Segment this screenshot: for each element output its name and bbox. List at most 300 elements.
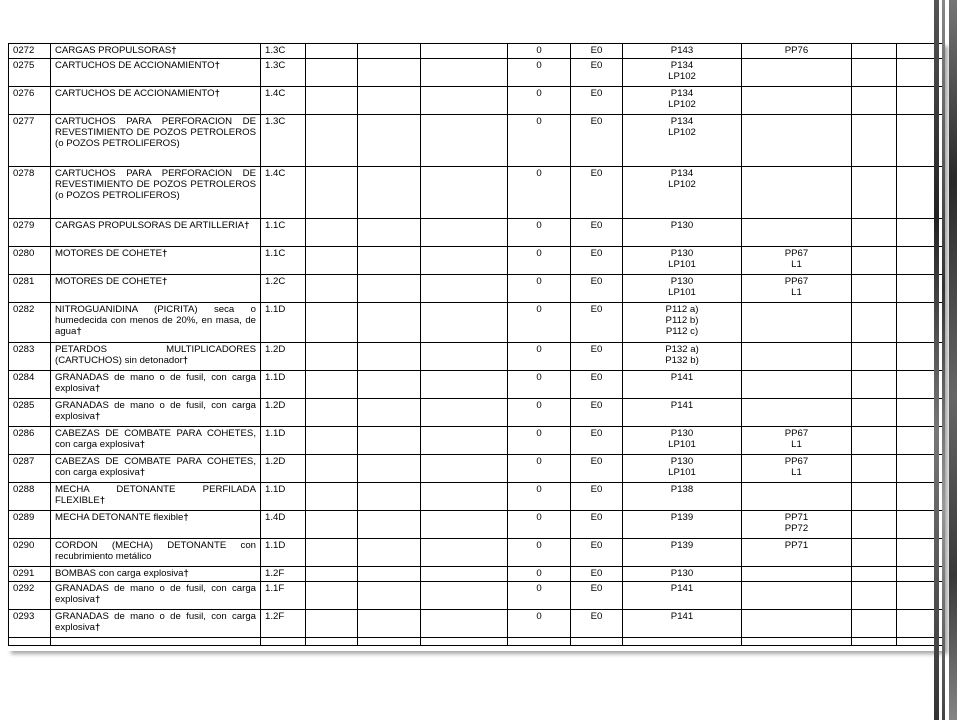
packing-instruction: P143	[670, 45, 694, 56]
un-number-cell: 0290	[9, 539, 51, 567]
dagger-mark: †	[95, 411, 101, 422]
un-number-cell: 0291	[9, 567, 51, 582]
excepted-quantity-cell: E0	[571, 247, 623, 275]
substance-name: GRANADAS de mano o de fusil, con carga explosiva	[55, 400, 256, 422]
packing-instruction: LP101	[668, 467, 696, 478]
empty-cell	[306, 567, 358, 582]
table-row	[9, 87, 946, 115]
empty-cell	[358, 275, 421, 303]
substance-name-cell	[51, 115, 261, 167]
empty-cell	[421, 87, 508, 115]
empty-cell	[742, 638, 852, 646]
empty-cell	[306, 247, 358, 275]
packing-instruction-cell	[623, 582, 742, 610]
empty-cell	[852, 115, 897, 167]
substance-name-cell	[51, 567, 261, 582]
table-body	[9, 44, 946, 646]
special-provision-cell	[742, 610, 852, 638]
excepted-quantity-cell: E0	[571, 303, 623, 343]
empty-cell	[306, 455, 358, 483]
limited-quantity-cell: 0	[508, 87, 571, 115]
empty-cell	[306, 87, 358, 115]
packing-instruction: P132 a)	[665, 344, 699, 355]
empty-cell	[358, 610, 421, 638]
empty-cell	[358, 44, 421, 59]
special-provision-cell	[742, 303, 852, 343]
dagger-mark: †	[95, 594, 101, 605]
special-provision-cell	[742, 343, 852, 371]
substance-name: MECHA DETONANTE flexible	[55, 512, 184, 523]
empty-cell	[421, 219, 508, 247]
packing-instruction-cell	[623, 115, 742, 167]
dagger-mark: †	[214, 60, 220, 71]
substance-name: CARTUCHOS PARA PERFORACION DE REVESTIMIENTO DE POZOS PETROLEROS (o POZOS PETROLIFEROS)	[55, 168, 256, 201]
empty-cell	[852, 483, 897, 511]
un-number-cell: 0281	[9, 275, 51, 303]
substance-name: CORDON (MECHA) DETONANTE con recubrimiento metálico	[55, 540, 256, 562]
class-cell: 1.2D	[261, 399, 306, 427]
limited-quantity-cell: 0	[508, 455, 571, 483]
table-row	[9, 427, 946, 455]
limited-quantity-cell: 0	[508, 343, 571, 371]
special-provision-cell	[742, 275, 852, 303]
special-provision: PP67	[784, 428, 809, 439]
substance-name: CARTUCHOS DE ACCIONAMIENTO	[55, 88, 215, 99]
empty-cell	[306, 219, 358, 247]
excepted-quantity-cell: E0	[571, 582, 623, 610]
empty-cell	[358, 219, 421, 247]
packing-instruction-cell	[623, 483, 742, 511]
un-number-cell: 0286	[9, 427, 51, 455]
excepted-quantity-cell: E0	[571, 610, 623, 638]
excepted-quantity-cell: E0	[571, 343, 623, 371]
empty-cell	[852, 539, 897, 567]
packing-instruction-cell	[623, 567, 742, 582]
un-number-cell: 0278	[9, 167, 51, 219]
substance-name-cell	[51, 511, 261, 539]
class-cell: 1.2C	[261, 275, 306, 303]
packing-instruction: P134	[670, 60, 694, 71]
special-provision-cell	[742, 582, 852, 610]
empty-cell	[852, 87, 897, 115]
packing-instruction: LP101	[668, 439, 696, 450]
un-number-cell: 0279	[9, 219, 51, 247]
special-provision-cell	[742, 539, 852, 567]
empty-cell	[306, 610, 358, 638]
empty-cell	[852, 427, 897, 455]
packing-instruction-cell	[623, 87, 742, 115]
packing-instruction: LP101	[668, 287, 696, 298]
empty-cell	[306, 638, 358, 646]
special-provision-cell	[742, 219, 852, 247]
empty-cell	[421, 115, 508, 167]
packing-instruction-cell	[623, 455, 742, 483]
dagger-mark: †	[183, 512, 189, 523]
empty-cell	[852, 167, 897, 219]
un-number-cell: 0277	[9, 115, 51, 167]
packing-instruction: P141	[670, 611, 694, 622]
special-provision-cell	[742, 247, 852, 275]
packing-instruction: LP102	[668, 71, 696, 82]
special-provision-cell	[742, 455, 852, 483]
limited-quantity-cell: 0	[508, 44, 571, 59]
packing-instruction: P130	[670, 248, 694, 259]
decorative-side-bars	[930, 0, 960, 720]
empty-cell	[421, 275, 508, 303]
un-number-cell: 0272	[9, 44, 51, 59]
packing-instruction: P141	[670, 372, 694, 383]
excepted-quantity-cell: E0	[571, 483, 623, 511]
empty-cell	[421, 399, 508, 427]
un-number-cell: 0289	[9, 511, 51, 539]
empty-cell	[852, 59, 897, 87]
empty-cell	[421, 511, 508, 539]
dagger-mark: †	[182, 355, 189, 366]
empty-cell	[421, 44, 508, 59]
dagger-mark: †	[95, 622, 101, 633]
empty-cell	[306, 427, 358, 455]
packing-instruction-cell	[623, 399, 742, 427]
substance-name-cell	[51, 399, 261, 427]
limited-quantity-cell: 0	[508, 483, 571, 511]
excepted-quantity-cell: E0	[571, 275, 623, 303]
empty-cell	[421, 303, 508, 343]
special-provision: PP71	[784, 540, 809, 551]
empty-cell	[9, 638, 51, 646]
excepted-quantity-cell: E0	[571, 87, 623, 115]
substance-name: MOTORES DE COHETE	[55, 248, 162, 259]
class-cell: 1.2F	[261, 610, 306, 638]
class-cell: 1.1D	[261, 427, 306, 455]
packing-instruction: P112 c)	[665, 326, 699, 337]
class-cell: 1.3C	[261, 115, 306, 167]
limited-quantity-cell: 0	[508, 610, 571, 638]
excepted-quantity-cell: E0	[571, 511, 623, 539]
class-cell: 1.1C	[261, 219, 306, 247]
substance-name: CARTUCHOS DE ACCIONAMIENTO	[55, 60, 215, 71]
empty-cell	[852, 44, 897, 59]
substance-name: PETARDOS MULTIPLICADORES (CARTUCHOS) sin detonador	[55, 344, 256, 366]
special-provision-cell	[742, 167, 852, 219]
dangerous-goods-table	[8, 43, 945, 646]
empty-cell	[421, 59, 508, 87]
special-provision-cell	[742, 511, 852, 539]
substance-name: CARGAS PROPULSORAS DE ARTILLERIA	[55, 220, 245, 231]
packing-instruction-cell	[623, 303, 742, 343]
special-provision-cell	[742, 87, 852, 115]
empty-cell	[852, 399, 897, 427]
packing-instruction: LP102	[668, 127, 696, 138]
empty-cell	[358, 483, 421, 511]
empty-cell	[852, 582, 897, 610]
dagger-mark: †	[214, 88, 220, 99]
empty-cell	[358, 638, 421, 646]
substance-name: GRANADAS de mano o de fusil, con carga explosiva	[55, 611, 256, 633]
un-number-cell: 0280	[9, 247, 51, 275]
limited-quantity-cell: 0	[508, 303, 571, 343]
limited-quantity-cell: 0	[508, 582, 571, 610]
empty-cell	[306, 343, 358, 371]
table-row	[9, 247, 946, 275]
packing-instruction-cell	[623, 427, 742, 455]
class-cell: 1.4C	[261, 87, 306, 115]
special-provision: PP67	[784, 276, 809, 287]
class-cell: 1.1F	[261, 582, 306, 610]
un-number-cell: 0284	[9, 371, 51, 399]
packing-instruction: P134	[670, 168, 694, 179]
substance-name-cell	[51, 87, 261, 115]
empty-cell	[421, 483, 508, 511]
special-provision-cell	[742, 483, 852, 511]
un-number-cell: 0285	[9, 399, 51, 427]
empty-cell	[852, 275, 897, 303]
packing-instruction-cell	[623, 44, 742, 59]
empty-cell	[421, 427, 508, 455]
limited-quantity-cell: 0	[508, 59, 571, 87]
empty-cell	[306, 303, 358, 343]
empty-cell	[852, 511, 897, 539]
substance-name-cell	[51, 371, 261, 399]
empty-cell	[852, 219, 897, 247]
dagger-mark: †	[139, 439, 146, 450]
dagger-mark: †	[139, 467, 146, 478]
un-number-cell: 0283	[9, 343, 51, 371]
table-row	[9, 303, 946, 343]
un-number-cell: 0282	[9, 303, 51, 343]
packing-instruction: P130	[670, 456, 694, 467]
packing-instruction: P139	[670, 540, 694, 551]
empty-cell	[306, 582, 358, 610]
substance-name: GRANADAS de mano o de fusil, con carga explosiva	[55, 372, 256, 394]
special-provision-cell	[742, 399, 852, 427]
substance-name-cell	[51, 247, 261, 275]
empty-cell	[358, 303, 421, 343]
packing-instruction: P130	[670, 220, 694, 231]
un-number-cell: 0293	[9, 610, 51, 638]
substance-name-cell	[51, 275, 261, 303]
limited-quantity-cell: 0	[508, 275, 571, 303]
empty-cell	[306, 539, 358, 567]
empty-cell	[421, 539, 508, 567]
un-number-cell: 0288	[9, 483, 51, 511]
table-row	[9, 539, 946, 567]
table-row	[9, 219, 946, 247]
empty-cell	[421, 247, 508, 275]
empty-cell	[306, 371, 358, 399]
class-cell: 1.1D	[261, 539, 306, 567]
excepted-quantity-cell: E0	[571, 167, 623, 219]
table-row	[9, 44, 946, 59]
class-cell: 1.1C	[261, 247, 306, 275]
packing-instruction-cell	[623, 167, 742, 219]
packing-instruction-cell	[623, 247, 742, 275]
excepted-quantity-cell: E0	[571, 399, 623, 427]
empty-cell	[421, 167, 508, 219]
empty-cell	[421, 567, 508, 582]
un-number-cell: 0275	[9, 59, 51, 87]
substance-name-cell	[51, 59, 261, 87]
empty-cell	[852, 610, 897, 638]
empty-cell	[306, 511, 358, 539]
empty-cell	[358, 582, 421, 610]
empty-cell	[261, 638, 306, 646]
packing-instruction-cell	[623, 219, 742, 247]
empty-cell	[358, 399, 421, 427]
empty-cell	[421, 638, 508, 646]
substance-name: MECHA DETONANTE PERFILADA FLEXIBLE	[55, 484, 256, 506]
class-cell: 1.2D	[261, 455, 306, 483]
packing-instruction: LP102	[668, 179, 696, 190]
special-provision: PP72	[784, 523, 809, 534]
un-number-cell: 0287	[9, 455, 51, 483]
class-cell: 1.1D	[261, 483, 306, 511]
substance-name: BOMBAS con carga explosiva	[55, 568, 184, 579]
limited-quantity-cell: 0	[508, 427, 571, 455]
excepted-quantity-cell: E0	[571, 219, 623, 247]
packing-instruction-cell	[623, 511, 742, 539]
empty-cell	[852, 567, 897, 582]
table-row	[9, 115, 946, 167]
substance-name-cell	[51, 167, 261, 219]
substance-name: CARTUCHOS PARA PERFORACION DE REVESTIMIENTO DE POZOS PETROLEROS (o POZOS PETROLIFEROS)	[55, 116, 256, 149]
table-row	[9, 610, 946, 638]
special-provision-cell	[742, 44, 852, 59]
limited-quantity-cell: 0	[508, 167, 571, 219]
special-provision: L1	[791, 287, 802, 298]
empty-cell	[852, 371, 897, 399]
packing-instruction: LP101	[668, 259, 696, 270]
table-row	[9, 567, 946, 582]
packing-instruction-cell	[623, 539, 742, 567]
dagger-mark: †	[95, 383, 101, 394]
empty-cell	[306, 275, 358, 303]
empty-cell	[358, 343, 421, 371]
table-row	[9, 511, 946, 539]
substance-name: CABEZAS DE COMBATE PARA COHETES, con carga explosiva	[55, 428, 256, 450]
un-number-cell: 0276	[9, 87, 51, 115]
packing-instruction: P141	[670, 583, 694, 594]
table-row	[9, 455, 946, 483]
class-cell: 1.1D	[261, 303, 306, 343]
packing-instruction: P130	[670, 428, 694, 439]
special-provision: PP71	[784, 512, 809, 523]
packing-instruction-cell	[623, 610, 742, 638]
substance-name-cell	[51, 539, 261, 567]
class-cell: 1.1D	[261, 371, 306, 399]
table-row	[9, 582, 946, 610]
empty-cell	[358, 87, 421, 115]
packing-instruction-cell	[623, 59, 742, 87]
packing-instruction: P138	[670, 484, 694, 495]
empty-cell	[421, 371, 508, 399]
substance-name-cell	[51, 219, 261, 247]
special-provision: L1	[791, 439, 802, 450]
empty-cell	[421, 343, 508, 371]
empty-cell	[358, 539, 421, 567]
dagger-mark: †	[171, 45, 177, 56]
substance-name-cell	[51, 610, 261, 638]
table-row	[9, 167, 946, 219]
packing-instruction: P112 b)	[665, 315, 699, 326]
empty-cell	[358, 371, 421, 399]
substance-name: NITROGUANIDINA (PICRITA) seca o humedecida con menos de 20%, en masa, de agua	[55, 304, 256, 337]
excepted-quantity-cell: E0	[571, 455, 623, 483]
limited-quantity-cell: 0	[508, 511, 571, 539]
class-cell: 1.4C	[261, 167, 306, 219]
empty-cell	[358, 59, 421, 87]
dagger-mark: †	[161, 276, 168, 287]
empty-cell	[306, 399, 358, 427]
special-provision-cell	[742, 59, 852, 87]
empty-cell	[852, 247, 897, 275]
table-row	[9, 371, 946, 399]
excepted-quantity-cell: E0	[571, 371, 623, 399]
dagger-mark: †	[244, 220, 250, 231]
excepted-quantity-cell: E0	[571, 427, 623, 455]
packing-instruction: P130	[670, 276, 694, 287]
excepted-quantity-cell: E0	[571, 115, 623, 167]
limited-quantity-cell: 0	[508, 371, 571, 399]
empty-cell	[358, 567, 421, 582]
substance-name: CARGAS PROPULSORAS	[55, 45, 172, 56]
packing-instruction: P139	[670, 512, 694, 523]
table-row	[9, 399, 946, 427]
special-provision: L1	[791, 259, 802, 270]
limited-quantity-cell: 0	[508, 115, 571, 167]
empty-cell	[852, 343, 897, 371]
dagger-mark: †	[76, 326, 82, 337]
substance-name-cell	[51, 483, 261, 511]
empty-cell	[508, 638, 571, 646]
document-page	[8, 43, 945, 651]
limited-quantity-cell: 0	[508, 247, 571, 275]
empty-cell	[358, 115, 421, 167]
empty-cell	[358, 427, 421, 455]
table-row	[9, 483, 946, 511]
class-cell: 1.2F	[261, 567, 306, 582]
substance-name: CABEZAS DE COMBATE PARA COHETES, con carga explosiva	[55, 456, 256, 478]
substance-name: MOTORES DE COHETE	[55, 276, 162, 287]
empty-cell	[358, 455, 421, 483]
empty-cell	[306, 115, 358, 167]
empty-cell	[306, 44, 358, 59]
excepted-quantity-cell: E0	[571, 44, 623, 59]
class-cell: 1.2D	[261, 343, 306, 371]
table-row	[9, 343, 946, 371]
table-row-partial	[9, 638, 946, 646]
empty-cell	[306, 167, 358, 219]
empty-cell	[358, 511, 421, 539]
substance-name-cell	[51, 582, 261, 610]
special-provision-cell	[742, 115, 852, 167]
special-provision-cell	[742, 567, 852, 582]
class-cell: 1.3C	[261, 44, 306, 59]
special-provision: PP67	[784, 456, 809, 467]
substance-name-cell	[51, 427, 261, 455]
empty-cell	[421, 610, 508, 638]
empty-cell	[852, 303, 897, 343]
packing-instruction: P134	[670, 116, 694, 127]
dagger-mark: †	[161, 248, 168, 259]
table-row	[9, 59, 946, 87]
special-provision-cell	[742, 427, 852, 455]
table-row	[9, 275, 946, 303]
empty-cell	[571, 638, 623, 646]
class-cell: 1.4D	[261, 511, 306, 539]
empty-cell	[852, 638, 897, 646]
excepted-quantity-cell: E0	[571, 59, 623, 87]
packing-instruction-cell	[623, 343, 742, 371]
